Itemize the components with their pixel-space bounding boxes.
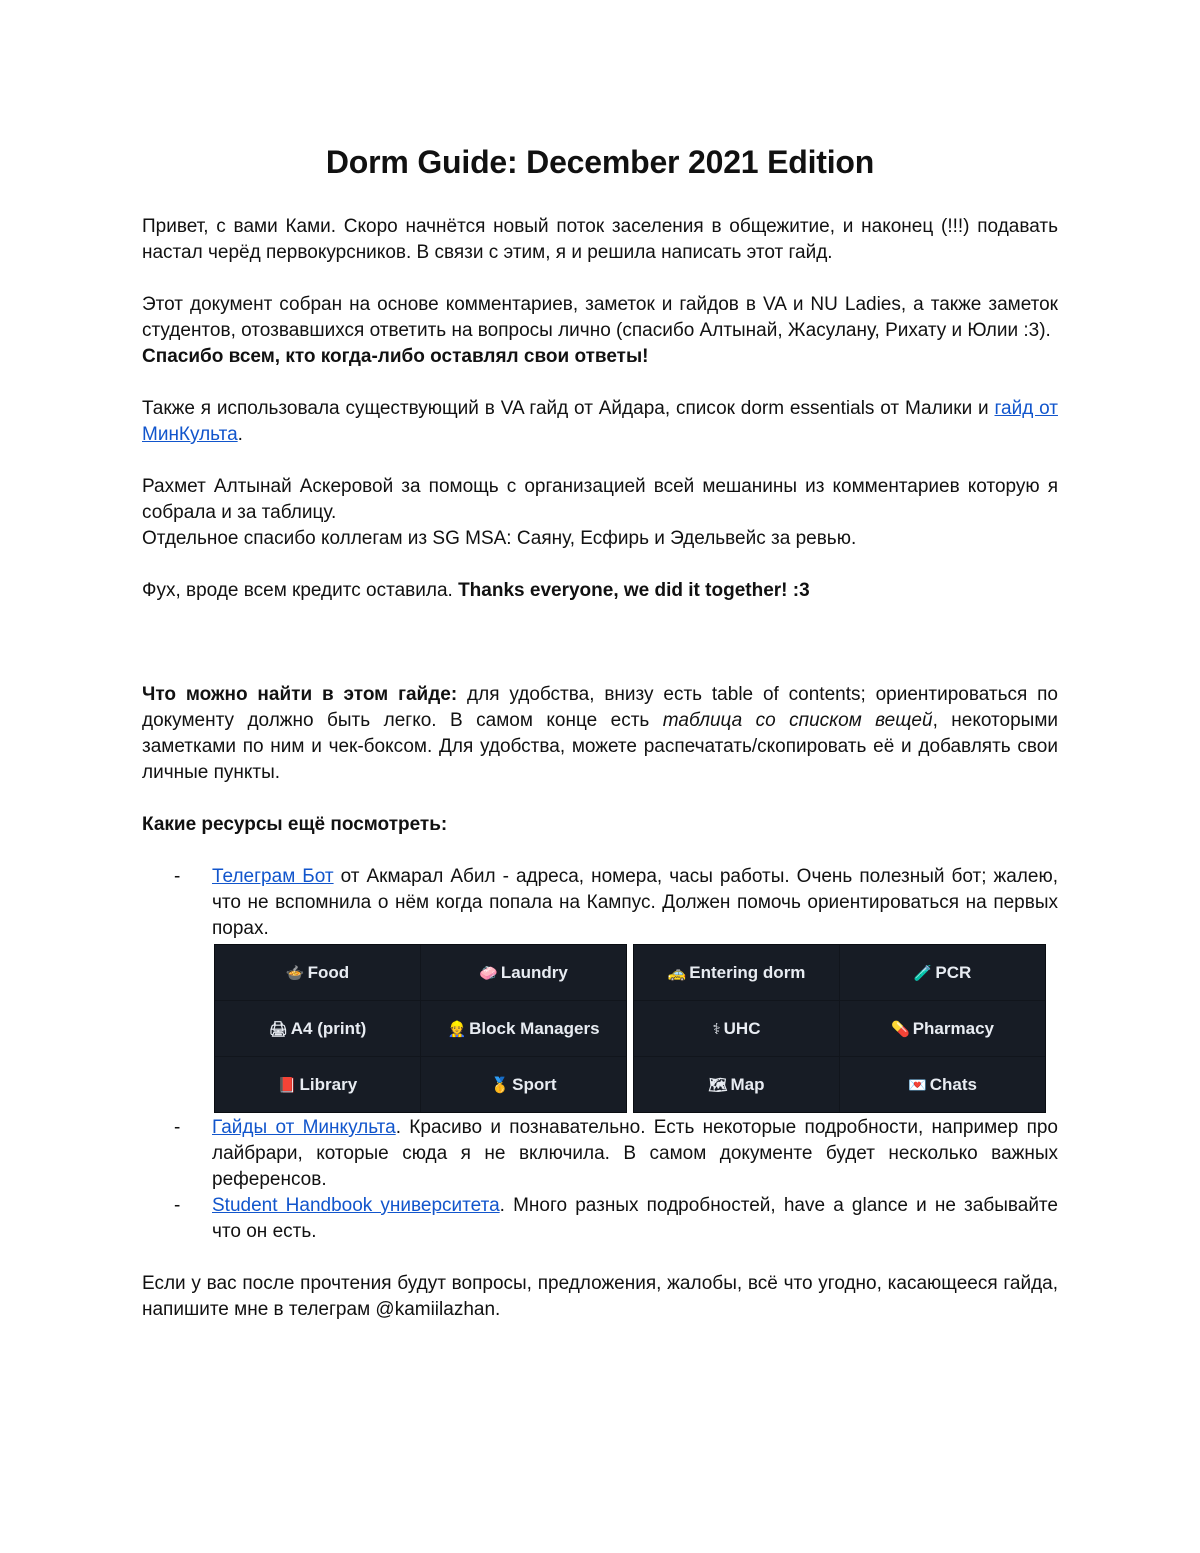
resource-item-telegram-bot — [142, 864, 1058, 942]
pill-icon: 💊 — [891, 1019, 910, 1038]
rakhmet-paragraph: Рахмет Алтынай Аскеровой за помощь с организацией всей мешанины из комментариев которую я собрала и за таблицу. — [142, 476, 1058, 523]
student-handbook-link[interactable]: Student Handbook университета — [212, 1195, 500, 1216]
bot-button-label: UHC — [723, 1018, 761, 1038]
resources-list — [142, 864, 1058, 942]
resource-item-handbook — [142, 1193, 1058, 1245]
list-dash: - — [174, 1195, 181, 1216]
bot-button-block-managers[interactable] — [421, 1001, 626, 1056]
minkult-guide-link[interactable]: гайд от МинКульта — [142, 398, 1058, 445]
bot-button-a4-print[interactable] — [215, 1001, 420, 1056]
bot-button-label: Block Managers — [469, 1018, 600, 1038]
bot-button-sport[interactable] — [421, 1057, 626, 1112]
whats-inside-text2: , некоторыми заметками по ним и чек-боксом. Для удобства, можете распечатать/скопировать её и добавлять свои личные пункты. — [142, 710, 1058, 783]
bot-button-map[interactable] — [634, 1057, 839, 1112]
bot-keyboard-left — [214, 944, 627, 1113]
stethoscope-icon: ⚕ — [712, 1019, 721, 1038]
bot-button-entering-dorm[interactable] — [634, 945, 839, 1000]
bot-button-pcr[interactable] — [840, 945, 1045, 1000]
telegram-bot-link[interactable]: Телеграм Бот — [212, 866, 334, 887]
student-handbook-desc: . Много разных подробностей, have a glance и не забывайте что он есть. — [212, 1195, 1058, 1242]
telegram-bot-desc: от Акмарал Абил - адреса, номера, часы работы. Очень полезный бот; жалею, что не вспомнила о нём когда попала на Кампус. Должен помочь ориентироваться на первых порах. — [212, 866, 1058, 939]
bot-button-label: Pharmacy — [912, 1018, 994, 1038]
resources-list-continued — [142, 1115, 1058, 1245]
reviewers-paragraph: Отдельное спасибо коллегам из SG MSA: Саяну, Есфирь и Эдельвейс за ревью. — [142, 528, 857, 549]
bot-button-library[interactable] — [215, 1057, 420, 1112]
printer-icon: 🖨 — [268, 1019, 288, 1038]
whats-inside-paragraph — [142, 682, 1058, 786]
bot-button-label: Map — [730, 1074, 765, 1094]
whats-inside-label: Что можно найти в этом гайде: — [142, 684, 458, 705]
credits-bold: Thanks everyone, we did it together! :3 — [458, 580, 810, 601]
book-icon: 📕 — [277, 1075, 297, 1094]
sources-paragraph: Этот документ собран на основе комментариев, заметок и гайдов в VA и NU Ladies, а также заметок студентов, отозвавшихся ответить на вопросы лично (спасибо Алтынай, Жасулану, Рихату и Юлии :3). — [142, 294, 1058, 341]
bot-button-pharmacy[interactable] — [840, 1001, 1045, 1056]
resource-item-minkult — [142, 1115, 1058, 1193]
minkult-guides-link[interactable]: Гайды от Минкульта — [212, 1117, 396, 1138]
bot-button-label: A4 (print) — [290, 1018, 367, 1038]
closing-paragraph: Если у вас после прочтения будут вопросы, предложения, жалобы, всё что угодно, касающееся гайда, напишите мне в телеграм @kamiilazhan. — [142, 1273, 1058, 1320]
credits-text: Фух, вроде всем кредитс оставила. — [142, 580, 459, 601]
list-dash: - — [174, 866, 181, 887]
bot-button-uhc[interactable] — [634, 1001, 839, 1056]
food-bowl-icon: 🍲 — [285, 963, 305, 982]
whats-inside-italic: таблица со списком вещей — [662, 710, 933, 731]
document-page — [142, 140, 1058, 1323]
list-dash: - — [174, 1117, 181, 1138]
bot-button-label: Library — [299, 1074, 358, 1094]
bot-button-laundry[interactable] — [421, 945, 626, 1000]
also-used-end: . — [237, 424, 243, 445]
credits-paragraph — [142, 578, 1058, 604]
bot-screenshots — [214, 944, 1058, 1113]
document-title: Dorm Guide: December 2021 Edition — [325, 144, 875, 180]
bot-button-label: Sport — [512, 1074, 557, 1094]
thanks-line: Спасибо всем, кто когда-либо оставлял свои ответы! — [142, 346, 649, 367]
also-used-text: Также я использовала существующий в VA гайд от Айдара, список dorm essentials от Малики и — [142, 398, 995, 419]
bot-button-label: Food — [307, 962, 350, 982]
bot-button-label: Entering dorm — [689, 962, 806, 982]
resources-heading: Какие ресурсы ещё посмотреть: — [142, 814, 448, 835]
minkult-guides-desc: . Красиво и познавательно. Есть некоторые подробности, например про лайбрари, которые сюда я не включила. В самом документе будет несколько важных референсов. — [212, 1117, 1059, 1190]
also-used-paragraph — [142, 396, 1058, 448]
laundry-soap-icon: 🧼 — [479, 963, 498, 982]
bot-button-food[interactable] — [215, 945, 420, 1000]
intro-paragraph: Привет, с вами Ками. Скоро начнётся новый поток заселения в общежитие, и наконец (!!!) подавать настал черёд первокурсников. В связи с этим, я и решила написать этот гайд. — [142, 216, 1058, 263]
taxi-icon: 🚕 — [667, 963, 687, 982]
bot-button-label: Chats — [929, 1074, 977, 1094]
map-icon: 🗺 — [708, 1075, 728, 1094]
bot-button-chats[interactable] — [840, 1057, 1045, 1112]
bot-keyboard-right — [633, 944, 1046, 1113]
love-letter-icon: 💌 — [908, 1075, 927, 1094]
bot-button-label: PCR — [935, 962, 972, 982]
test-tube-icon: 🧪 — [913, 963, 933, 982]
manager-icon: 👷 — [447, 1019, 467, 1038]
medal-icon: 🥇 — [490, 1075, 510, 1094]
bot-button-label: Laundry — [500, 962, 568, 982]
whats-inside-text1: для удобства, внизу есть table of contents; ориентироваться по документу должно быть легко. В самом конце есть — [142, 684, 1058, 731]
